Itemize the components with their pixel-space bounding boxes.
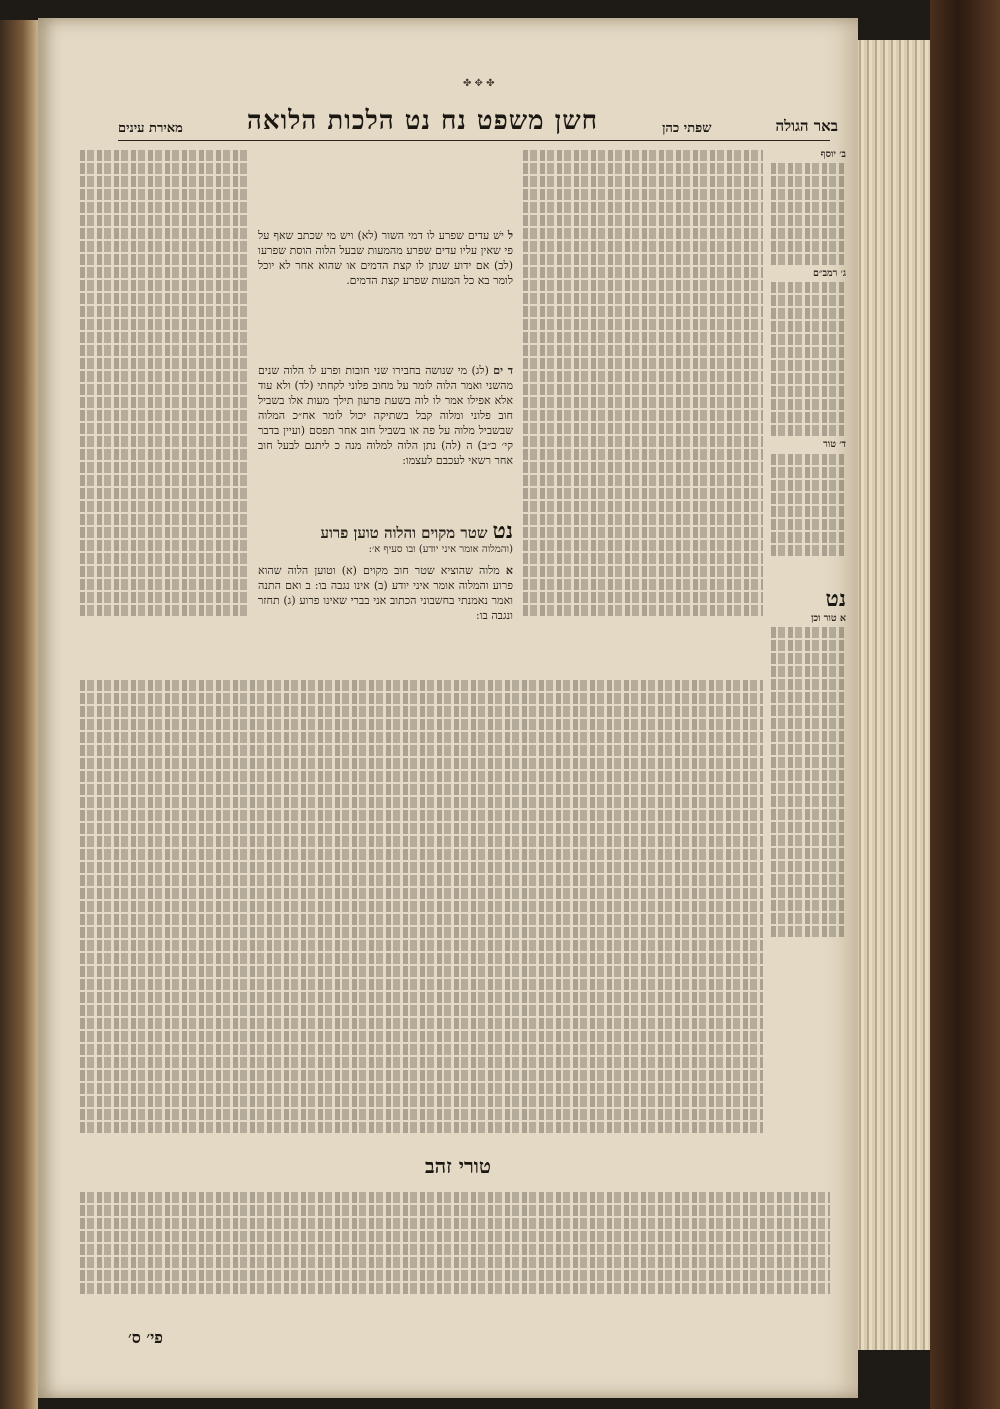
seif-a: [258, 563, 513, 658]
header-meirat-einayim: מאירת עינים: [118, 121, 183, 136]
seif-label: ד ים: [493, 364, 513, 377]
turei-zahav-title: טורי זהב: [425, 1154, 491, 1178]
seif-label: ל: [507, 229, 513, 242]
header-shach: שפתי כהן: [662, 121, 712, 136]
beer-hagolah-column: [771, 148, 846, 1128]
header-rule: [118, 140, 830, 141]
shach-column: [523, 148, 763, 668]
beer-siman-label: נט: [825, 585, 846, 612]
page-title: חשן משפט נח נט הלכות הלואה: [246, 106, 599, 136]
seif-text: (לג) מי שנושה בחבירו שני חובות ופרע לו הלוה שנים מהשני ואמר הלוה לומר על מחוב פלוני לקחתי (לד) ולא עוד אלא אפילו אמר לו לוה בשעת פרעון תילך מעות אלו בשביל חוב פלוני ומלוה קבל בשתיקה יכול לומר אח״כ המלוה שבשביל מלוה על פה או בשביל חוב אחר תפסם (ועיין בדבר קי׳ כ״ב) ה (לה) נתן הלוה למלוה מנה כ ליתנם לבעל חוב אחר רשאי לעכבם לעצמו:: [258, 364, 513, 467]
book-page: [38, 18, 858, 1398]
seif-text: מלוה שהוציא שטר חוב מקוים (א) וטוען הלוה שהוא פרוע והמלוה אומר איני יודע (ב) אינו נגבה בו: ב ואם התנה ואמר נאמנתי בחשבוני הכתוב אני בברי שאינו פרוע (ג) תחזר ונגבה בו:: [258, 564, 513, 622]
beer-mark: ד׳ טור: [823, 439, 846, 451]
seif-lamed: [258, 228, 513, 363]
book-spine-left: [0, 20, 38, 1409]
lower-commentary: [80, 678, 763, 1138]
meirat-einayim-column: [80, 148, 250, 668]
seif-yud-tet: [258, 363, 513, 513]
header-beer-hagolah: באר הגולה: [775, 117, 838, 135]
seif-label: א: [505, 564, 513, 577]
beer-mark: ג׳ רמב״ם: [812, 268, 846, 280]
ornament-icon: ✤ ✥ ✤: [463, 78, 495, 89]
beer-mark: ב׳ יוסף: [820, 149, 846, 160]
page-header: [118, 96, 838, 136]
siman-subtitle: (והמלוה אומר איני יודע) ובו סעיף א׳:: [368, 544, 513, 555]
beer-mark: א טור וכן: [810, 612, 846, 624]
seif-text: ישׁ עדים שפרע לו דמי השור (לא) ויש מי שכתב שאף על פי שאין עליו עדים שפרע מהמעות שבעל הלוה הוסת שפרעו (לב) אם ידוע שנתן לו קצת הדמים או שהוא אחר לא יוכל לומר בא כל המעות שפרע קצת הדמים.: [258, 229, 513, 287]
turei-zahav-text: [80, 1190, 830, 1320]
siman-title: שטר מקוים והלוה טוען פרוע: [320, 524, 488, 542]
siman-label: נט: [492, 518, 513, 544]
signature-mark: פי׳ ס׳: [128, 1328, 163, 1347]
siman-heading: [258, 518, 513, 558]
book-cover: [930, 0, 1000, 1409]
